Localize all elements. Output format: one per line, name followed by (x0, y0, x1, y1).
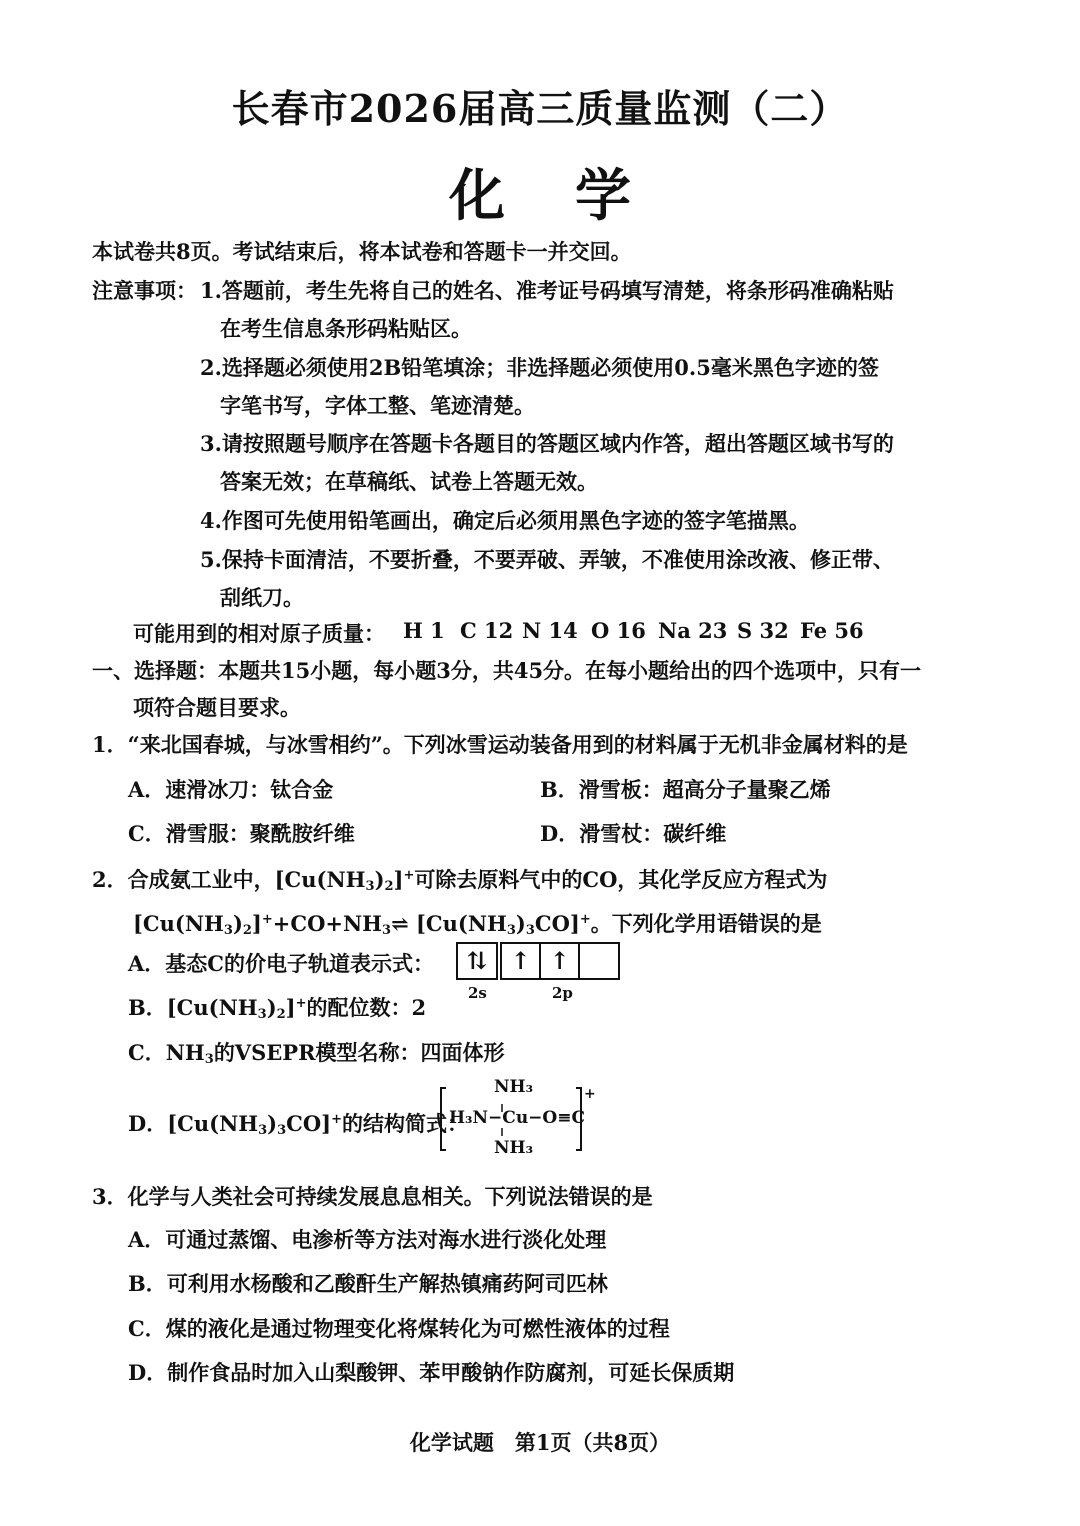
atomic-mass-c: C 12 (460, 618, 514, 643)
eq-part-h: 。下列化学用语错误的是 (590, 911, 822, 936)
eq-part-d: +CO+NH (272, 911, 383, 936)
eq-part-a: [Cu(NH (133, 911, 224, 936)
atomic-mass-o: O 16 (591, 618, 646, 643)
eq-sub-3a: 3 (223, 923, 233, 938)
eq-sub-3d: 3 (525, 923, 535, 938)
q3-option-b: B．可利用水杨酸和乙酸酐生产解热镇痛药阿司匹林 (128, 1271, 608, 1296)
atomic-mass-s: S 32 (737, 618, 789, 643)
q2-d-part-b: ) (267, 1111, 278, 1136)
q2-stem-part-c: ] (393, 867, 404, 892)
subject-title (0, 152, 1080, 232)
equilibrium-arrow-icon: ⇌ (391, 911, 409, 936)
q1-option-b: B．滑雪板：超高分子量聚乙烯 (540, 777, 831, 802)
notice-line-6: 答案无效；在草稿纸、试卷上答题无效。 (220, 469, 598, 494)
q2-stem-part-b: ) (374, 867, 385, 892)
atomic-mass-h: H 1 (403, 618, 445, 643)
q2-d-part-c: CO] (286, 1111, 332, 1136)
atomic-mass-fe: Fe 56 (800, 618, 864, 643)
notice-line-4: 字笔书写，字体工整、笔迹清楚。 (220, 393, 535, 418)
eq-charge-1: + (261, 912, 273, 927)
q2-b-part-d: 的配位数：2 (306, 995, 427, 1020)
q2-stem-part-a: 2．合成氨工业中，[Cu(NH (92, 867, 366, 892)
q2-d-charge: + (331, 1112, 342, 1127)
q3-option-d: D．制作食品时加入山梨酸钾、苯甲酸钠作防腐剂，可延长保质期 (128, 1360, 735, 1385)
q2-b-part-a: B．[Cu(NH (128, 995, 258, 1020)
q1-stem: 1．“来北国春城，与冰雪相约”。下列冰雪运动装备用到的材料属于无机非金属材料的是 (92, 732, 908, 757)
structure-top-ligand: NH₃ (494, 1077, 534, 1097)
notice-line-1: 1.答题前，考生先将自己的姓名、准考证号码填写清楚，将条形码准确粘贴 (200, 278, 894, 303)
q2-stem-sub-2: 2 (384, 879, 394, 894)
q2-option-b (128, 992, 426, 1022)
notice-line-2: 在考生信息条形码粘贴区。 (220, 316, 472, 341)
q2-stem-part-d: 可除去原料气中的CO，其化学反应方程式为 (414, 867, 828, 892)
q1-option-d: D．滑雪杖：碳纤维 (540, 821, 727, 846)
q2-c-part-b: 的VSEPR模型名称：四面体形 (213, 1040, 505, 1065)
eq-part-e: [Cu(NH (408, 911, 507, 936)
orbital-up-arrow-icon: ↑ (541, 944, 580, 978)
orbital-2p-label: 2p (552, 984, 573, 1002)
structure-bottom-ligand: NH₃ (494, 1138, 534, 1158)
orbital-pair-arrow-icon: ⇅ (466, 946, 488, 975)
atomic-mass-label: 可能用到的相对原子质量： (133, 621, 385, 646)
orbital-2s-label: 2s (468, 984, 487, 1002)
notice-label: 注意事项： (92, 278, 197, 303)
q2-c-part-a: C．NH (128, 1040, 205, 1065)
q2-b-charge: + (295, 996, 307, 1011)
q2-b-part-b: ) (266, 995, 277, 1020)
orbital-up-arrow-icon: ↑ (502, 944, 541, 978)
eq-part-f: ) (515, 911, 526, 936)
q2-d-sub-3b: 3 (277, 1123, 287, 1138)
orbital-2s-box (456, 942, 498, 980)
q2-d-part-d: 的结构简式： (342, 1111, 468, 1136)
eq-sub-2: 2 (242, 923, 252, 938)
q2-b-sub-2: 2 (276, 1007, 286, 1022)
page-footer: 化学试题 第1页（共8页） (409, 1430, 671, 1455)
q2-c-sub-3: 3 (204, 1052, 214, 1067)
eq-sub-3c: 3 (506, 923, 516, 938)
q2-stem-sub-3: 3 (365, 879, 375, 894)
structure-charge: + (584, 1086, 596, 1102)
q1-option-a: A．速滑冰刀：钛合金 (128, 777, 334, 802)
q2-stem (92, 864, 827, 894)
q2-b-sub-3: 3 (257, 1007, 267, 1022)
notice-line-5: 3.请按照题号顺序在答题卡各题目的答题区域内作答，超出答题区域书写的 (200, 431, 894, 456)
q2-option-a: A．基态C的价电子轨道表示式： (128, 951, 435, 976)
eq-sub-3b: 3 (382, 923, 392, 938)
orbital-2p-box (500, 942, 620, 980)
q2-b-part-c: ] (285, 995, 296, 1020)
intro-text: 本试卷共8页。考试结束后，将本试卷和答题卡一并交回。 (92, 239, 632, 264)
atomic-mass-n: N 14 (522, 618, 578, 643)
eq-charge-2: + (579, 912, 591, 927)
q1-option-c: C．滑雪服：聚酰胺纤维 (128, 821, 355, 846)
q2-option-c (128, 1037, 505, 1067)
exam-title: 长春市2026届高三质量监测（二） (231, 86, 849, 131)
structure-main-chain: H₃N−Cu−O≡C (449, 1108, 586, 1128)
orbital-empty-cell (580, 944, 618, 978)
notice-line-8: 5.保持卡面清洁，不要折叠，不要弄破、弄皱，不准使用涂改液、修正带、 (200, 547, 894, 572)
q3-option-a: A．可通过蒸馏、电渗析等方法对海水进行淡化处理 (128, 1227, 607, 1252)
eq-part-c: ] (251, 911, 262, 936)
section1-line-1: 一、选择题：本题共15小题，每小题3分，共45分。在每小题给出的四个选项中，只有一 (92, 658, 922, 683)
atomic-mass-na: Na 23 (658, 618, 728, 643)
notice-line-3: 2.选择题必须使用2B铅笔填涂；非选择题必须使用0.5毫米黑色字迹的签 (200, 355, 879, 380)
q2-d-part-a: D．[Cu(NH (128, 1111, 259, 1136)
q2-equation (133, 908, 822, 938)
q2-option-d (128, 1108, 468, 1138)
section1-line-2: 项符合题目要求。 (133, 695, 301, 720)
q3-stem: 3．化学与人类社会可持续发展息息相关。下列说法错误的是 (92, 1184, 653, 1209)
subject-char-1: 化 (449, 163, 505, 229)
notice-line-9: 刮纸刀。 (220, 585, 304, 610)
subject-char-2: 学 (575, 163, 631, 229)
q2-d-sub-3a: 3 (258, 1123, 268, 1138)
q2-stem-charge: + (403, 868, 415, 883)
q3-option-c: C．煤的液化是通过物理变化将煤转化为可燃性液体的过程 (128, 1316, 670, 1341)
notice-line-7: 4.作图可先使用铅笔画出，确定后必须用黑色字迹的签字笔描黑。 (200, 508, 810, 533)
eq-part-b: ) (232, 911, 243, 936)
eq-part-g: CO] (534, 911, 580, 936)
